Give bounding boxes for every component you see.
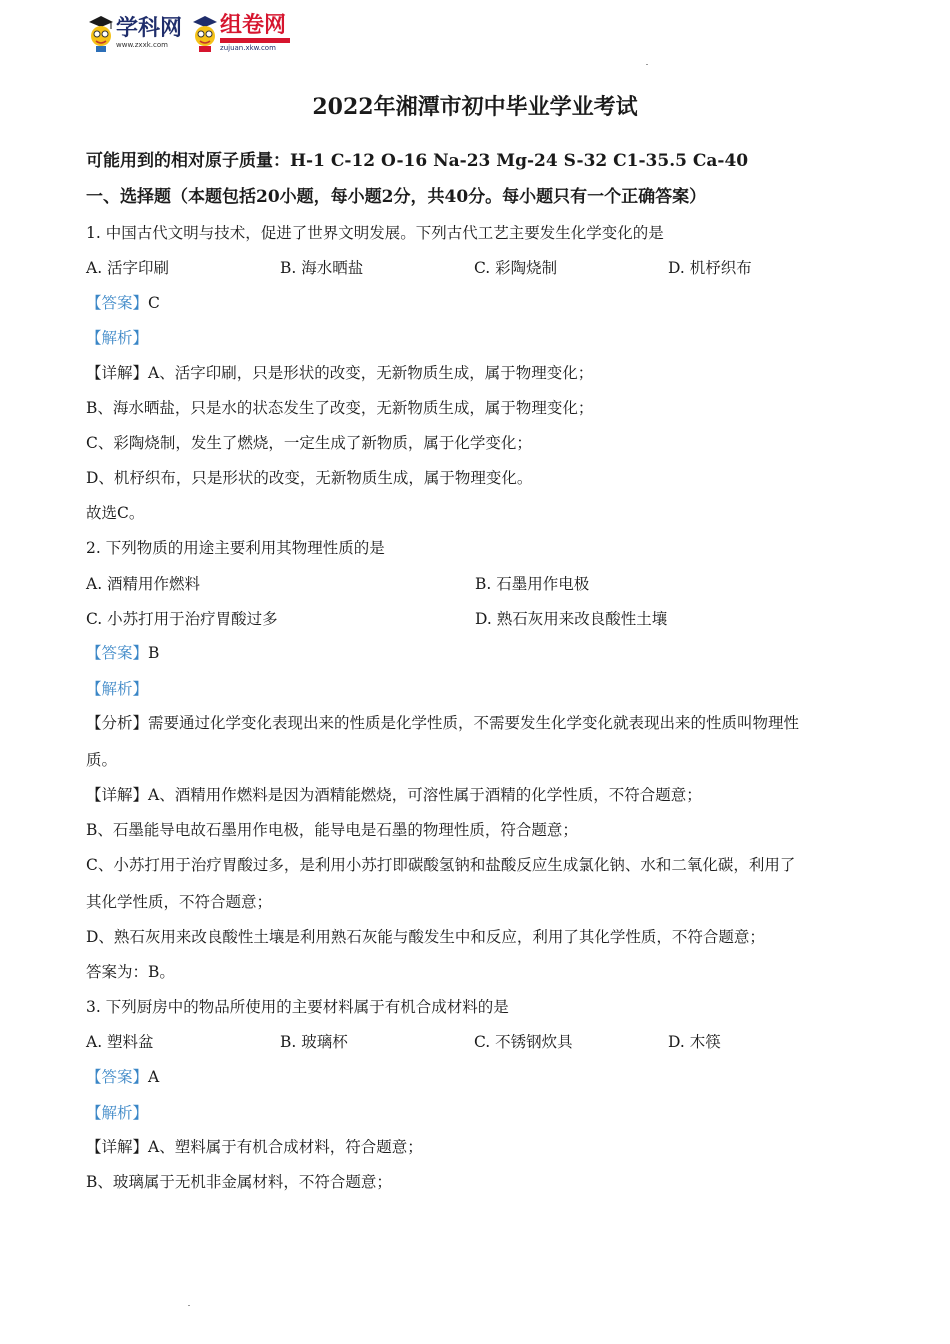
question-options [86, 572, 866, 594]
question-options [86, 1030, 866, 1052]
answer-line [86, 641, 159, 663]
analysis-tag: 【解析】 [86, 329, 149, 347]
zujuan-logo [190, 14, 290, 52]
explanation-line: 答案为：B。 [86, 963, 175, 981]
question-options [86, 607, 866, 629]
explanation-line: B、石墨能导电故石墨用作电极，能导电是石墨的物理性质，符合题意； [86, 821, 578, 839]
page-title: 2022年湘潭市初中毕业学业考试 [312, 94, 638, 120]
explanation-line: 【详解】A、酒精用作燃料是因为酒精能燃烧，可溶性属于酒精的化学性质，不符合题意； [86, 786, 702, 804]
mascot-icon [86, 14, 116, 52]
zxxk-url: www.zxxk.com [116, 40, 168, 49]
answer-line [86, 291, 160, 313]
option-b: B. 海水晒盐 [280, 259, 364, 277]
option-d: D. 机杼织布 [668, 259, 752, 277]
explanation-line: 故选C。 [86, 504, 145, 522]
zujuan-tagline-bar [220, 38, 290, 43]
section-heading: 一、选择题（本题包括20小题，每小题2分，共40分。每小题只有一个正确答案） [86, 187, 707, 207]
option-c: C. 小苏打用于治疗胃酸过多 [86, 610, 278, 628]
explanation-line: 质。 [86, 751, 118, 769]
explanation-line: B、玻璃属于无机非金属材料，不符合题意； [86, 1173, 392, 1191]
answer-line [86, 1065, 159, 1087]
answer-value: C [148, 294, 160, 312]
answer-value: A [148, 1068, 160, 1086]
question-stem: 2. 下列物质的用途主要利用其物理性质的是 [86, 539, 385, 557]
header-logos [86, 12, 298, 54]
zxxk-brand: 学科网 [116, 15, 183, 41]
question-options [86, 256, 866, 278]
zujuan-brand: 组卷网 [220, 12, 287, 38]
atomic-masses: 可能用到的相对原子质量：H-1 C-12 O-16 Na-23 Mg-24 S-32 C1-35.5 Ca-40 [86, 151, 749, 171]
option-a: A. 塑料盆 [86, 1033, 154, 1051]
explanation-line: C、彩陶烧制，发生了燃烧，一定生成了新物质，属于化学变化； [86, 434, 532, 452]
option-a: A. 酒精用作燃料 [86, 575, 201, 593]
explanation-line: 【详解】A、塑料属于有机合成材料，符合题意； [86, 1138, 423, 1156]
question-stem: 3. 下列厨房中的物品所使用的主要材料属于有机合成材料的是 [86, 998, 509, 1016]
question-stem: 1. 中国古代文明与技术，促进了世界文明发展。下列古代工艺主要发生化学变化的是 [86, 224, 664, 242]
answer-value: B [148, 644, 160, 662]
explanation-line: 【分析】需要通过化学变化表现出来的性质是化学性质，不需要发生化学变化就表现出来的性质叫物理性 [86, 714, 800, 732]
explanation-line: D、熟石灰用来改良酸性土壤是利用熟石灰能与酸发生中和反应，利用了其化学性质，不符合题意； [86, 928, 765, 946]
explanation-line: 其化学性质，不符合题意； [86, 893, 273, 911]
option-b: B. 玻璃杯 [280, 1033, 348, 1051]
zujuan-url: zujuan.xkw.com [220, 43, 276, 52]
option-a: A. 活字印刷 [86, 259, 170, 277]
scan-dot [188, 1305, 190, 1306]
analysis-tag: 【解析】 [86, 680, 149, 698]
answer-tag: 【答案】 [86, 1068, 149, 1086]
option-c: C. 彩陶烧制 [474, 259, 558, 277]
analysis-tag: 【解析】 [86, 1104, 149, 1122]
explanation-line: C、小苏打用于治疗胃酸过多，是利用小苏打即碳酸氢钠和盐酸反应生成氯化钠、水和二氧化碳，利用了 [86, 856, 796, 874]
mascot-icon [190, 14, 220, 52]
answer-tag: 【答案】 [86, 294, 149, 312]
explanation-line: B、海水晒盐，只是水的状态发生了改变，无新物质生成，属于物理变化； [86, 399, 594, 417]
option-d: D. 熟石灰用来改良酸性土壤 [475, 610, 668, 628]
option-c: C. 不锈钢炊具 [474, 1033, 573, 1051]
scan-dot [646, 64, 648, 65]
option-b: B. 石墨用作电极 [475, 575, 590, 593]
explanation-line: 【详解】A、活字印刷，只是形状的改变，无新物质生成，属于物理变化； [86, 364, 594, 382]
zxxk-logo [86, 14, 182, 52]
answer-tag: 【答案】 [86, 644, 149, 662]
explanation-line: D、机杼织布，只是形状的改变，无新物质生成，属于物理变化。 [86, 469, 533, 487]
option-d: D. 木筷 [668, 1033, 721, 1051]
